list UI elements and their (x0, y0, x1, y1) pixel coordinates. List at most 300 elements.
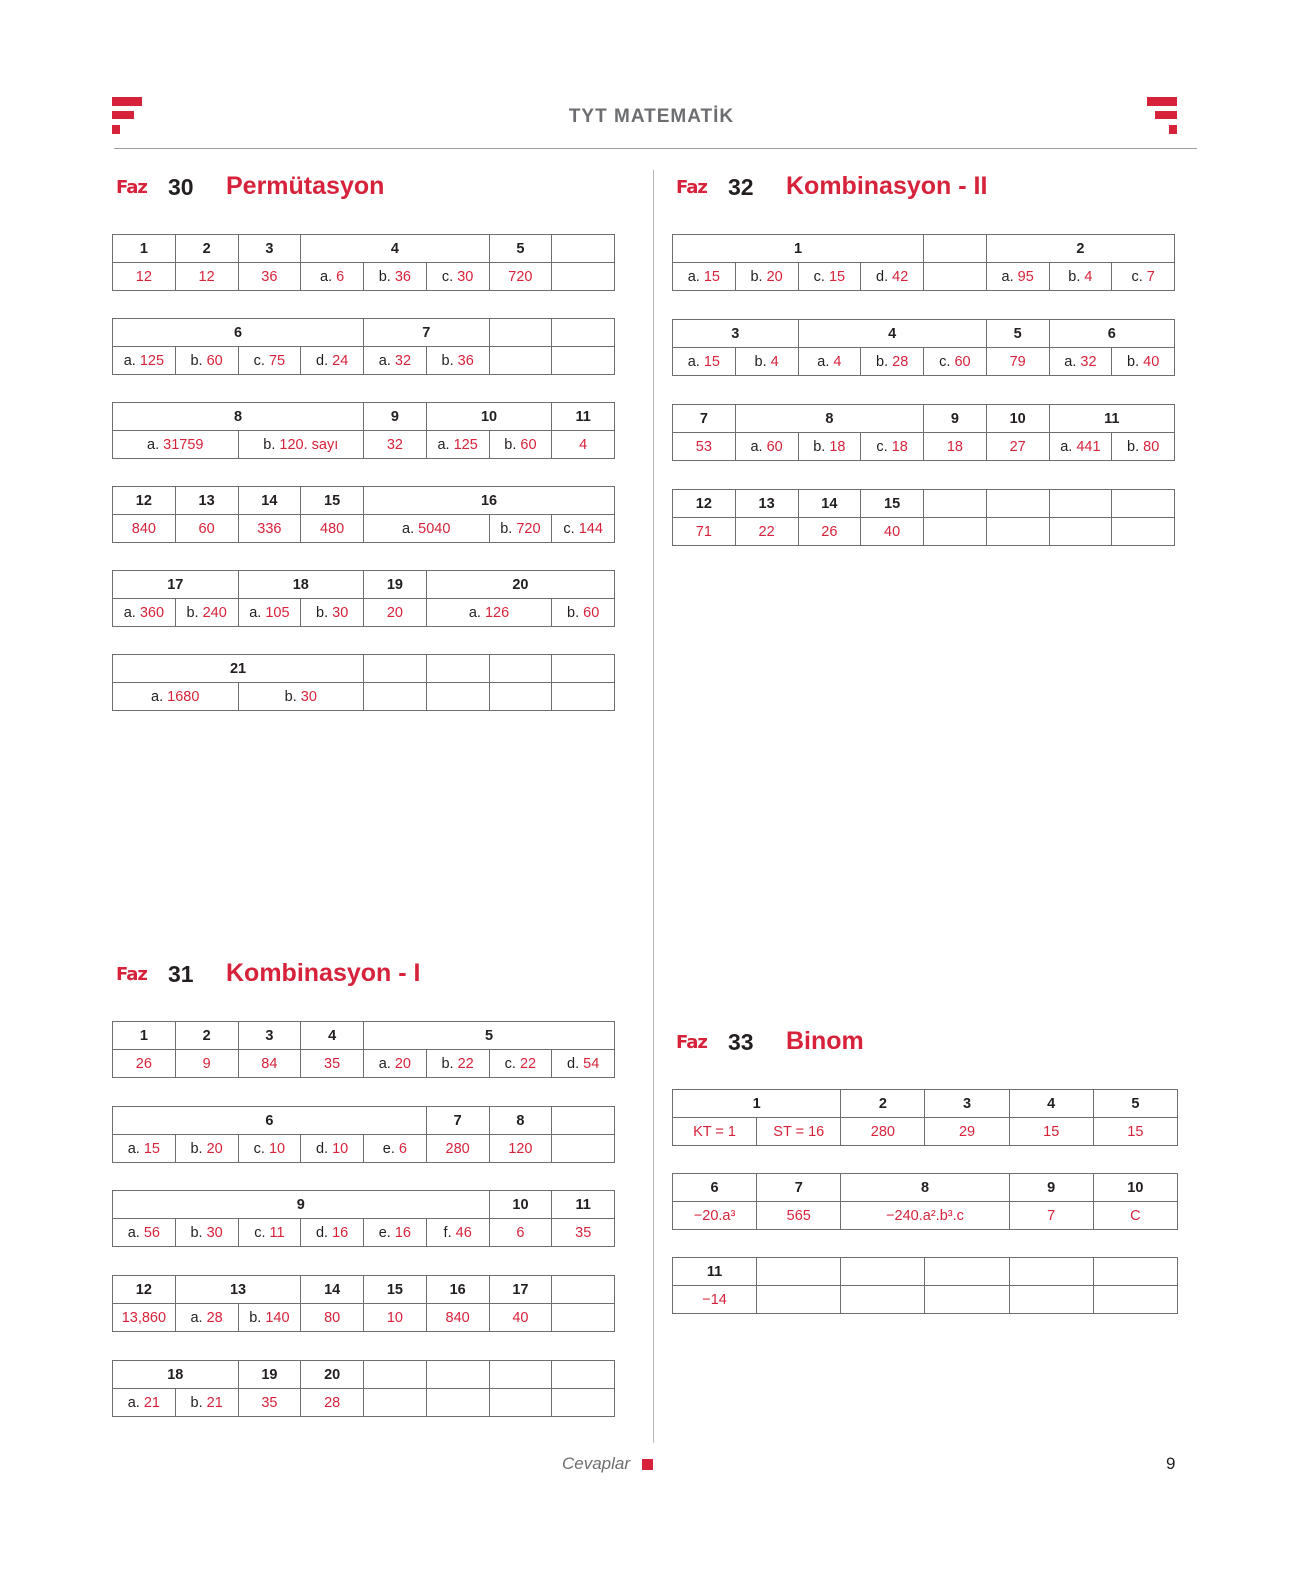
answer-cell (861, 263, 924, 291)
answer-row (113, 1050, 615, 1078)
answer-part-label: a. (123, 352, 140, 369)
answer-cell (426, 683, 489, 711)
answer-value: 60 (520, 436, 537, 453)
answer-value: 12 (198, 268, 215, 285)
answer-cell (673, 1118, 757, 1146)
answer-cell (925, 1286, 1009, 1314)
answer-cell (1049, 348, 1112, 376)
answer-cell (426, 263, 489, 291)
answer-cell (175, 1050, 238, 1078)
answer-cell (113, 431, 239, 459)
answer-value: 10 (268, 1140, 286, 1157)
question-number-cell: 5 (364, 1022, 615, 1050)
answer-cell (175, 515, 238, 543)
answer-value: 32 (386, 436, 403, 453)
answer-value: 126 (484, 604, 510, 621)
answer-cell (113, 347, 176, 375)
answer-cell (489, 1219, 552, 1247)
answer-value: 31759 (163, 436, 204, 453)
answer-cell (301, 1389, 364, 1417)
answer-cell (735, 433, 798, 461)
answer-part-label: c. (253, 1140, 269, 1157)
answer-part-label: a. (750, 438, 767, 455)
faz-logo-icon (676, 1031, 718, 1051)
answer-cell (175, 1219, 238, 1247)
answer-part-label: c. (504, 1055, 520, 1072)
answer-cell (798, 433, 861, 461)
footer-square-icon (642, 1459, 653, 1470)
answer-row (673, 1118, 1178, 1146)
answer-cell (113, 1050, 176, 1078)
question-number-cell: 3 (238, 1022, 301, 1050)
answer-cell (364, 1050, 427, 1078)
answer-row (673, 1202, 1178, 1230)
answer-cell (238, 683, 364, 711)
question-number-cell: 14 (238, 487, 301, 515)
answer-row (673, 263, 1175, 291)
answer-value: 36 (261, 268, 278, 285)
answer-value: 30 (300, 688, 317, 705)
answer-part-label: c. (253, 352, 269, 369)
answer-value: 54 (583, 1055, 600, 1072)
answer-cell (364, 683, 427, 711)
answer-value: 20 (206, 1140, 223, 1157)
answer-cell (552, 515, 615, 543)
question-number-row (113, 571, 615, 599)
answer-value: 32 (394, 352, 412, 369)
answer-cell (1093, 1286, 1177, 1314)
answer-cell (489, 1135, 552, 1163)
footer-label: Cevaplar (562, 1454, 631, 1473)
question-number-cell (489, 1361, 552, 1389)
answer-cell (301, 1304, 364, 1332)
question-number-row (113, 487, 615, 515)
question-number-cell: 1 (113, 235, 176, 263)
answer-cell (489, 515, 552, 543)
answer-cell (861, 433, 924, 461)
question-number-cell (364, 655, 427, 683)
question-number-cell: 9 (364, 403, 427, 431)
answer-part-label: a. (127, 1224, 144, 1241)
answer-value: 6 (516, 1224, 525, 1241)
answer-value: 125 (453, 436, 478, 453)
question-number-cell (552, 319, 615, 347)
answer-part-label: a. (687, 353, 704, 370)
answer-cell (757, 1202, 841, 1230)
answer-cell (301, 1135, 364, 1163)
answer-value: 5040 (418, 520, 451, 537)
question-number-cell: 9 (113, 1191, 490, 1219)
answer-part-label: c. (254, 1224, 270, 1241)
question-number-cell: 7 (426, 1107, 489, 1135)
question-number-cell: 10 (986, 405, 1049, 433)
question-number-cell (489, 655, 552, 683)
question-number-cell: 13 (175, 487, 238, 515)
faz-number: 33 (728, 1029, 754, 1055)
answer-cell (489, 683, 552, 711)
answer-part-label: a. (817, 353, 834, 370)
answer-value: 40 (1143, 353, 1160, 370)
question-number-row (113, 655, 615, 683)
answer-value: KT = 1 (693, 1123, 736, 1140)
answer-table (672, 489, 1175, 546)
question-number-cell (1093, 1258, 1177, 1286)
answer-row (113, 1304, 615, 1332)
answer-value: 7 (1146, 268, 1155, 285)
question-number-cell: 2 (986, 235, 1174, 263)
answer-cell (238, 347, 301, 375)
answer-cell (426, 599, 552, 627)
answer-value: 15 (1043, 1123, 1060, 1140)
answer-value: 60 (206, 352, 223, 369)
answer-part-label: a. (123, 604, 140, 621)
answer-value: 22 (519, 1055, 537, 1072)
answer-table (672, 1257, 1178, 1314)
question-number-cell: 1 (673, 1090, 841, 1118)
answer-value: 32 (1080, 353, 1097, 370)
answer-value: 336 (257, 520, 282, 537)
answer-part-label: a. (320, 268, 337, 285)
answer-cell (735, 518, 798, 546)
answer-part-label: b. (284, 688, 301, 705)
question-number-cell (552, 1276, 615, 1304)
answer-cell (301, 1219, 364, 1247)
answer-row (673, 348, 1175, 376)
question-number-cell: 20 (426, 571, 614, 599)
question-number-cell: 20 (301, 1361, 364, 1389)
answer-value: 720 (516, 520, 541, 537)
answer-cell (238, 1050, 301, 1078)
answer-table (112, 1275, 615, 1332)
answer-value: 26 (821, 523, 838, 540)
question-number-cell: 3 (925, 1090, 1009, 1118)
answer-part-label: b. (441, 1055, 458, 1072)
answer-part-label: b. (876, 353, 893, 370)
answer-value: C (1130, 1207, 1141, 1224)
answer-cell (552, 683, 615, 711)
faz-number: 31 (168, 961, 194, 987)
answer-part-label: a. (468, 604, 485, 621)
answer-cell (113, 599, 176, 627)
answer-value: 13,860 (121, 1309, 167, 1326)
answer-value: 36 (457, 352, 474, 369)
answer-cell (1009, 1202, 1093, 1230)
answer-cell (175, 1135, 238, 1163)
question-number-cell: 16 (364, 487, 615, 515)
answer-cell (238, 599, 301, 627)
answer-cell (552, 1389, 615, 1417)
question-number-cell (426, 1361, 489, 1389)
answer-cell (673, 1286, 757, 1314)
question-number-cell: 8 (113, 403, 364, 431)
answer-cell (426, 1219, 489, 1247)
answer-value: 15 (143, 1140, 160, 1157)
answer-value: ST = 16 (773, 1123, 825, 1140)
answer-part-label: b. (441, 352, 458, 369)
faz-logo-icon (676, 176, 718, 196)
answer-cell (1112, 433, 1175, 461)
answer-value: 71 (695, 523, 712, 540)
answer-cell (673, 518, 736, 546)
answer-value: 6 (336, 268, 345, 285)
question-number-cell: 13 (735, 490, 798, 518)
question-number-cell (552, 655, 615, 683)
question-number-cell: 1 (113, 1022, 176, 1050)
svg-text:Faz: Faz (116, 964, 147, 983)
answer-value: 26 (135, 1055, 152, 1072)
question-number-cell: 18 (238, 571, 364, 599)
answer-table (112, 234, 615, 291)
answer-value: 80 (1143, 438, 1160, 455)
answer-cell (489, 1389, 552, 1417)
answer-value: 4 (770, 353, 779, 370)
question-number-cell (489, 319, 552, 347)
answer-part-label: b. (316, 604, 333, 621)
answer-row (113, 1389, 615, 1417)
answer-cell (175, 263, 238, 291)
answer-cell (1112, 348, 1175, 376)
answer-table (112, 1021, 615, 1078)
question-number-cell: 11 (552, 1191, 615, 1219)
answer-cell (426, 347, 489, 375)
question-number-row (113, 1276, 615, 1304)
answer-cell (986, 518, 1049, 546)
answer-cell (798, 348, 861, 376)
question-number-row (673, 1258, 1178, 1286)
answer-value: −240.a².b³.c (886, 1207, 964, 1224)
answer-part-label: a. (687, 268, 704, 285)
answer-cell (426, 1050, 489, 1078)
answer-value: 18 (829, 438, 846, 455)
question-number-row (673, 490, 1175, 518)
answer-value: 140 (265, 1309, 290, 1326)
question-number-cell: 9 (924, 405, 987, 433)
answer-part-label: b. (190, 352, 207, 369)
question-number-cell: 11 (673, 1258, 757, 1286)
answer-cell (301, 1050, 364, 1078)
question-number-row (673, 1174, 1178, 1202)
question-number-cell: 7 (364, 319, 490, 347)
answer-cell (552, 263, 615, 291)
answer-part-label: a. (378, 1055, 395, 1072)
answer-part-label: d. (316, 352, 333, 369)
answer-cell (238, 1389, 301, 1417)
answer-value: −14 (702, 1291, 727, 1308)
answer-value: 60 (198, 520, 215, 537)
question-number-row (113, 319, 615, 347)
answer-value: 22 (758, 523, 775, 540)
answer-cell (798, 518, 861, 546)
question-number-cell: 8 (841, 1174, 1009, 1202)
answer-value: 80 (324, 1309, 341, 1326)
answer-cell (673, 1202, 757, 1230)
answer-cell (175, 347, 238, 375)
answer-cell (113, 683, 239, 711)
question-number-cell: 17 (113, 571, 239, 599)
answer-cell (364, 515, 490, 543)
answer-cell (552, 1135, 615, 1163)
question-number-cell: 5 (1093, 1090, 1177, 1118)
answer-cell (552, 431, 615, 459)
answer-cell (1009, 1286, 1093, 1314)
question-number-cell: 3 (673, 320, 799, 348)
answer-cell (986, 433, 1049, 461)
answer-value: 10 (332, 1140, 349, 1157)
answer-cell (735, 348, 798, 376)
answer-value: 35 (575, 1224, 592, 1241)
answer-value: 28 (324, 1394, 341, 1411)
answer-value: 105 (265, 604, 290, 621)
question-number-cell (1049, 490, 1112, 518)
answer-part-label: b. (750, 268, 767, 285)
question-number-cell: 8 (735, 405, 923, 433)
answer-cell (924, 518, 987, 546)
question-number-cell: 12 (113, 487, 176, 515)
answer-part-label: b. (249, 1309, 266, 1326)
question-number-cell: 9 (1009, 1174, 1093, 1202)
answer-cell (552, 1050, 615, 1078)
answer-value: 20 (394, 1055, 411, 1072)
question-number-row (113, 403, 615, 431)
answer-cell (426, 1389, 489, 1417)
answer-cell (301, 347, 364, 375)
question-number-cell: 4 (301, 235, 489, 263)
answer-part-label: d. (876, 268, 893, 285)
header-rule (114, 148, 1197, 149)
answer-value: 22 (457, 1055, 474, 1072)
answer-cell (924, 263, 987, 291)
answer-value: 16 (394, 1224, 411, 1241)
question-number-cell: 15 (861, 490, 924, 518)
answer-cell (861, 518, 924, 546)
question-number-row (113, 235, 615, 263)
answer-table (672, 1089, 1178, 1146)
answer-value: 840 (131, 520, 156, 537)
answer-cell (113, 515, 176, 543)
answer-row (673, 1286, 1178, 1314)
question-number-cell: 2 (175, 1022, 238, 1050)
answer-cell (364, 1135, 427, 1163)
answer-cell (175, 1304, 238, 1332)
svg-text:Faz: Faz (676, 1032, 707, 1051)
answer-cell (238, 1135, 301, 1163)
answer-row (673, 433, 1175, 461)
answer-part-label: a. (437, 436, 454, 453)
answer-part-label: a. (249, 604, 266, 621)
faz-logo-icon (116, 176, 158, 196)
answer-table (112, 402, 615, 459)
answer-value: 36 (394, 268, 411, 285)
answer-cell (798, 263, 861, 291)
answer-part-label: a. (127, 1394, 144, 1411)
question-number-cell: 10 (1093, 1174, 1177, 1202)
answer-part-label: f. (443, 1224, 456, 1241)
answer-cell (364, 1304, 427, 1332)
answer-cell (489, 1304, 552, 1332)
answer-cell (113, 1389, 176, 1417)
faz-number: 32 (728, 174, 754, 200)
question-number-cell: 1 (673, 235, 924, 263)
answer-cell (426, 1304, 489, 1332)
answer-table (112, 318, 615, 375)
answer-table (672, 234, 1175, 291)
answer-value: 35 (324, 1055, 341, 1072)
question-number-cell: 11 (552, 403, 615, 431)
answer-cell (301, 599, 364, 627)
answer-cell (489, 431, 552, 459)
answer-value: 40 (884, 523, 901, 540)
answer-value: 15 (1127, 1123, 1144, 1140)
answer-value: 144 (578, 520, 603, 537)
answer-value: 720 (508, 268, 533, 285)
section-title: Binom (786, 1027, 864, 1055)
page-number: 9 (1166, 1454, 1176, 1473)
question-number-cell (1009, 1258, 1093, 1286)
question-number-cell (986, 490, 1049, 518)
question-number-cell: 2 (175, 235, 238, 263)
question-number-cell: 5 (986, 320, 1049, 348)
answer-value: 280 (445, 1140, 470, 1157)
answer-part-label: c. (563, 520, 579, 537)
answer-value: 120 (508, 1140, 533, 1157)
question-number-cell: 7 (757, 1174, 841, 1202)
question-number-cell: 13 (175, 1276, 301, 1304)
answer-row (113, 431, 615, 459)
answer-value: 18 (891, 438, 908, 455)
answer-part-label: c. (813, 268, 829, 285)
answer-value: 240 (202, 604, 227, 621)
question-number-cell: 6 (113, 1107, 427, 1135)
answer-table (112, 570, 615, 627)
answer-value: 441 (1076, 438, 1101, 455)
answer-value: 16 (332, 1224, 349, 1241)
question-number-row (113, 1022, 615, 1050)
answer-value: 56 (143, 1224, 160, 1241)
answer-cell (924, 433, 987, 461)
answer-table (112, 1360, 615, 1417)
answer-value: 79 (1009, 353, 1026, 370)
answer-part-label: a. (147, 436, 164, 453)
answer-part-label: d. (315, 1140, 333, 1157)
answer-cell (175, 599, 238, 627)
answer-cell (489, 347, 552, 375)
question-number-cell: 15 (301, 487, 364, 515)
question-number-cell (841, 1258, 925, 1286)
answer-cell (238, 263, 301, 291)
answer-cell (925, 1118, 1009, 1146)
question-number-cell: 7 (673, 405, 736, 433)
answer-cell (861, 348, 924, 376)
question-number-cell: 10 (426, 403, 552, 431)
answer-part-label: b. (500, 520, 517, 537)
question-number-cell: 4 (798, 320, 986, 348)
question-number-cell (925, 1258, 1009, 1286)
answer-cell (757, 1286, 841, 1314)
question-number-cell (757, 1258, 841, 1286)
answer-value: 42 (892, 268, 909, 285)
answer-table (672, 319, 1175, 376)
answer-value: 6 (398, 1140, 407, 1157)
answer-part-label: b. (1127, 353, 1144, 370)
answer-table (672, 1173, 1178, 1230)
answer-cell (1112, 263, 1175, 291)
answer-value: 28 (892, 353, 909, 370)
answer-part-label: e. (378, 1224, 395, 1241)
question-number-cell: 6 (113, 319, 364, 347)
answer-cell (841, 1118, 925, 1146)
answer-part-label: b. (190, 1224, 207, 1241)
answer-row (113, 515, 615, 543)
